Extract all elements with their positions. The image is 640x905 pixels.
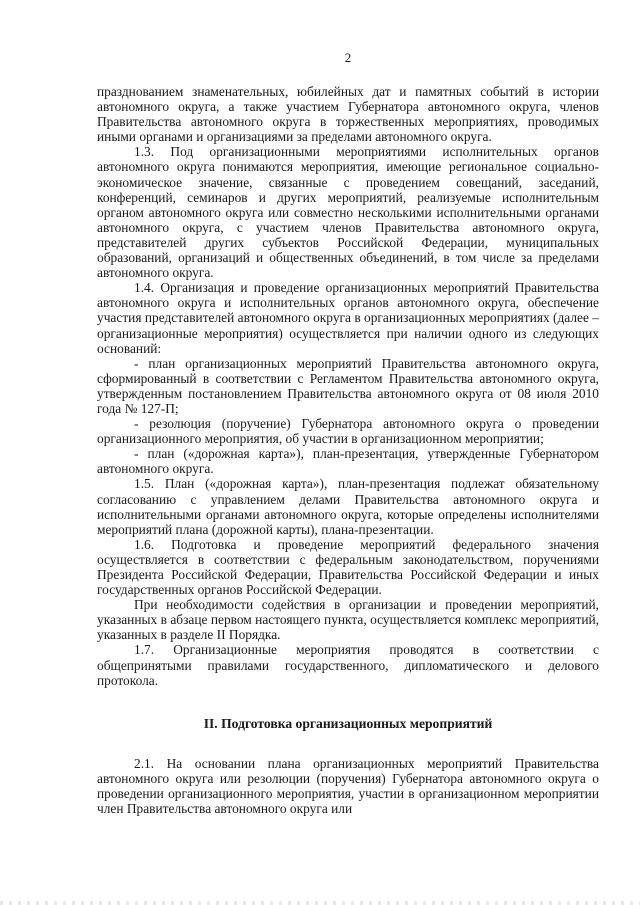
document-body-bottom xyxy=(97,756,599,816)
list-item-plan: - план организационных мероприятий Правительства автономного округа, сформированный в соответствии с Регламентом Правительства автономного округа, утвержденным постановлением Правительства автономного округа от 08 июля 2010 года № 127-П; xyxy=(97,355,599,416)
section-heading: II. Подготовка организационных мероприятий xyxy=(203,715,493,731)
paragraph-1-4: 1.4. Организация и проведение организационных мероприятий Правительства автономного округа и исполнительных органов автономного округа, обеспечение участия представителей автономного округа в организационных мероприятиях (далее – организационные мероприятия) осуществляется при наличии одного из следующих оснований: xyxy=(97,280,599,356)
list-item-roadmap: - план («дорожная карта»), план-презентация, утвержденные Губернатором автономного округа. xyxy=(97,446,599,477)
paragraph-1-6: 1.6. Подготовка и проведение мероприятий федерального значения осуществляется в соответствии с федеральным законодательством, поручениями Президента Российской Федерации, Правительства Российской Федерации и иных государственных органов Российской Федерации. xyxy=(97,536,599,598)
document-body-top xyxy=(97,84,599,688)
paragraph-1-7: 1.7. Организационные мероприятия проводятся в соответствии с общепринятыми правилами государственного, дипломатического и делового протокола. xyxy=(97,642,599,688)
paragraph-1-6-assistance: При необходимости содействия в организации и проведении мероприятий, указанных в абзаце первом настоящего пункта, осуществляется комплекс мероприятий, указанных в разделе II Порядка. xyxy=(97,597,599,643)
paragraph-2-1: 2.1. На основании плана организационных мероприятий Правительства автономного округа или резолюции (поручения) Губернатора автономного округа о проведении организационного мероприятия, участии в организационном мероприятии член Правительства автономного округа или xyxy=(97,755,599,817)
scan-edge-artifact xyxy=(0,901,640,905)
paragraph-continuation: празднованием знаменательных, юбилейных дат и памятных событий в истории автономного округа, а также участием Губернатора автономного округа, членов Правительства автономного округа в торжественных мероприятиях, проводимых иными органами и организациями за пределами автономного округа. xyxy=(97,84,599,145)
list-item-resolution: - резолюция (поручение) Губернатора автономного округа о проведении организационного мероприятия, об участии в организационном мероприятии; xyxy=(97,416,599,447)
paragraph-1-5: 1.5. План («дорожная карта»), план-презентация подлежат обязательному согласованию с управлением делами Правительства автономного округа и исполнительными органами автономного округа, которые определены исполнителями мероприятий плана (дорожной карты), плана-презентации. xyxy=(97,476,599,537)
page-number: 2 xyxy=(344,50,352,65)
paragraph-1-3: 1.3. Под организационными мероприятиями исполнительных органов автономного округа понимаются мероприятия, имеющие региональное социально-экономическое значение, связанные с проведением совещаний, заседаний, конференций, семинаров и других мероприятий, реализуемые исполнительным органом автономного округа или совместно несколькими исполнительными органами автономного округа, с участием членов Правительства автономного округа, представителей других субъектов Российской Федерации, муниципальных образований, организаций и общественных объединений, в том числе за пределами автономного округа. xyxy=(97,144,599,281)
